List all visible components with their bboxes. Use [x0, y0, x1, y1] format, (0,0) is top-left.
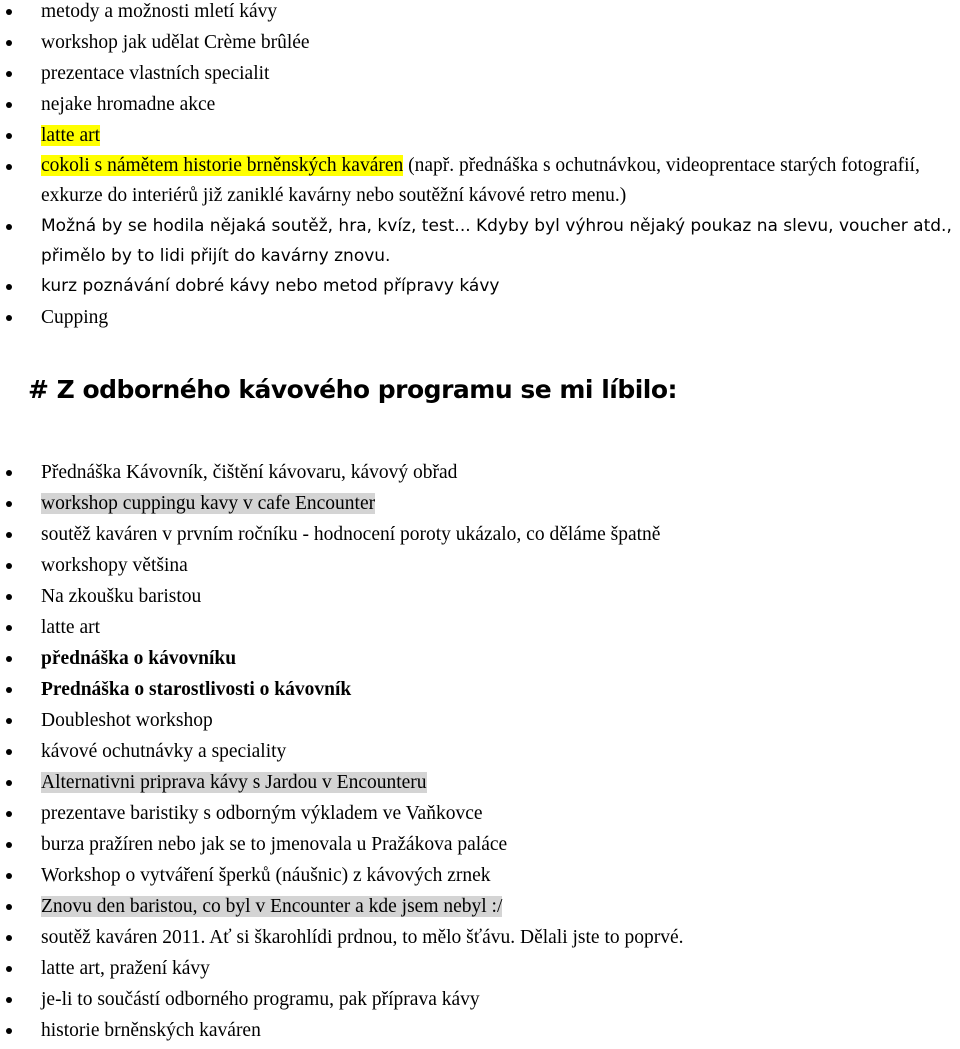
list-item-text: Možná by se hodila nějaká soutěž, hra, kvíz, test... Kdyby byl výhrou nějaký poukaz na slevu, voucher atd., přimělo by to lidi přijít do kavárny znovu. [41, 216, 952, 266]
list-item-text: Prednáška o starostlivosti o kávovník [41, 679, 352, 700]
list-item [0, 120, 960, 151]
list-item-text: latte art, pražení kávy [41, 958, 210, 979]
list-item [0, 271, 960, 302]
list-item [0, 302, 960, 333]
list-item [0, 1015, 960, 1046]
list-item [0, 89, 960, 120]
list-item-text-highlighted: latte art [41, 125, 101, 146]
list-item-text: metody a možnosti mletí kávy [41, 1, 278, 22]
list-item [0, 984, 960, 1015]
list-item-text: Přednáška Kávovník, čištění kávovaru, kávový obřad [41, 462, 458, 483]
list-item-text: (např. přednáška s ochutnávkou, videoprentace starých fotografií, exkurze do interiérů již zaniklé kavárny nebo soutěžní kávové retro menu.) [41, 155, 920, 206]
list-item [0, 550, 960, 581]
list-item-text: kurz poznávání dobré kávy nebo metod přípravy kávy [41, 276, 500, 296]
list-item-text: přednáška o kávovníku [41, 648, 237, 669]
list-item-text: Workshop o vytváření šperků (náušnic) z kávových zrnek [41, 865, 491, 886]
list-item [0, 612, 960, 643]
list-item [0, 457, 960, 488]
list-item [0, 674, 960, 705]
list-item-text: nejake hromadne akce [41, 94, 216, 115]
list-item-text: soutěž kaváren 2011. Ať si škarohlídi prdnou, to mělo šťávu. Dělali jste to poprvé. [41, 927, 684, 948]
list-item [0, 829, 960, 860]
list-item-text: latte art [41, 617, 101, 638]
liked-program-list [0, 457, 960, 1046]
list-item-text: je-li to součástí odborného programu, pak příprava kávy [41, 989, 480, 1010]
list-item-text: workshop jak udělat Crème brûlée [41, 32, 310, 53]
list-item [0, 798, 960, 829]
list-item [0, 0, 960, 27]
list-item-text: historie brněnských kaváren [41, 1020, 261, 1041]
list-item [0, 581, 960, 612]
list-item [0, 151, 960, 211]
list-item [0, 705, 960, 736]
list-item-text-highlighted: Alternativni priprava kávy s Jardou v Encounteru [41, 772, 427, 793]
list-item [0, 27, 960, 58]
list-item [0, 519, 960, 550]
list-item [0, 643, 960, 674]
section-heading: # Z odborného kávového programu se mi líbilo: [28, 375, 678, 404]
list-item [0, 953, 960, 984]
list-item-text: burza pražíren nebo jak se to jmenovala u Pražákova paláce [41, 834, 508, 855]
list-item [0, 488, 960, 519]
list-item-text: Doubleshot workshop [41, 710, 213, 731]
list-item-text: soutěž kaváren v prvním ročníku - hodnocení poroty ukázalo, co děláme špatně [41, 524, 661, 545]
list-item [0, 58, 960, 89]
list-item-text-highlighted: workshop cuppingu kavy v cafe Encounter [41, 493, 376, 514]
list-item-text-highlighted: cokoli s námětem historie brněnských kaváren [41, 155, 404, 176]
list-item-text-highlighted: Znovu den baristou, co byl v Encounter a kde jsem nebyl :/ [41, 896, 503, 917]
list-item [0, 891, 960, 922]
list-item-text: Na zkoušku baristou [41, 586, 202, 607]
list-item-text: kávové ochutnávky a speciality [41, 741, 287, 762]
list-item-text: Cupping [41, 307, 109, 328]
ideas-list [0, 0, 960, 333]
list-item [0, 736, 960, 767]
list-item [0, 922, 960, 953]
list-item-text: prezentave baristiky s odborným výkladem ve Vaňkovce [41, 803, 483, 824]
list-item [0, 860, 960, 891]
list-item-text: workshopy většina [41, 555, 188, 576]
list-item [0, 767, 960, 798]
list-item-text: prezentace vlastních specialit [41, 63, 270, 84]
list-item [0, 211, 960, 271]
